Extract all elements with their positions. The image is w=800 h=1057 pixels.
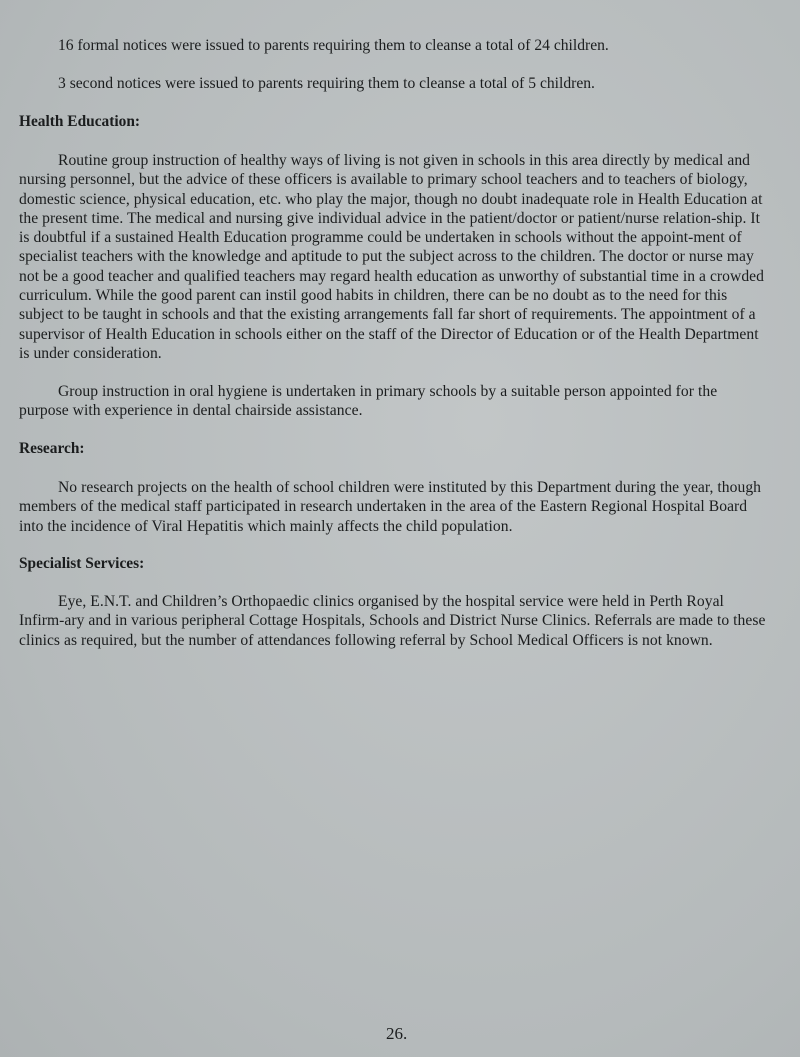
research-heading: Research: <box>19 440 85 457</box>
oral-hygiene-paragraph: Group instruction in oral hygiene is undertaken in primary schools by a suitable person appointed for the purpose with experience in dental chairside assistance. <box>19 383 718 420</box>
health-education-paragraph: Routine group instruction of healthy ways of living is not given in schools in this area directly by medical and nursing personnel, but the advice of these officers is available to primary school teachers and to teachers of biology, domestic science, physical education, etc. who play the major, though no doubt inadequate role in Health Education at the present time. The medical and nursing give individual advice in the patient/doctor or patient/nurse relation-ship. It is doubtful if a sustained Health Education programme could be undertaken in schools without the appoint-ment of specialist teachers with the knowledge and aptitude to put the subject across to the children. The doctor or nurse may not be a good teacher and qualified teachers may regard health education as unworthy of substantial time in a crowded curriculum. While the good parent can instil good habits in children, there can be no doubt as to the need for this subject to be taught in schools and that the existing arrangements fall far short of requirements. The appointment of a supervisor of Health Education in schools either on the staff of the Director of Education or of the Health Department is under consideration. <box>19 152 764 362</box>
research-paragraph: No research projects on the health of school children were instituted by this Department during the year, though members of the medical staff participated in research undertaken in the area of the Eastern Regional Hospital Board into the incidence of Viral Hepatitis which mainly affects the child population. <box>19 479 762 535</box>
specialist-services-heading: Specialist Services: <box>19 555 145 572</box>
second-notices-line: 3 second notices were issued to parents requiring them to cleanse a total of 5 children. <box>58 75 595 92</box>
page-number: 26. <box>386 1024 408 1043</box>
specialist-services-paragraph: Eye, E.N.T. and Children’s Orthopaedic clinics organised by the hospital service were held in Perth Royal Infirm-ary and in various peripheral Cottage Hospitals, Schools and District Nurse Clinics. Referrals are made to these clinics as required, but the number of attendances following referral by School Medical Officers is not known. <box>19 593 766 649</box>
health-education-heading: Health Education: <box>19 113 140 130</box>
formal-notices-line: 16 formal notices were issued to parents requiring them to cleanse a total of 24 children. <box>58 37 609 54</box>
